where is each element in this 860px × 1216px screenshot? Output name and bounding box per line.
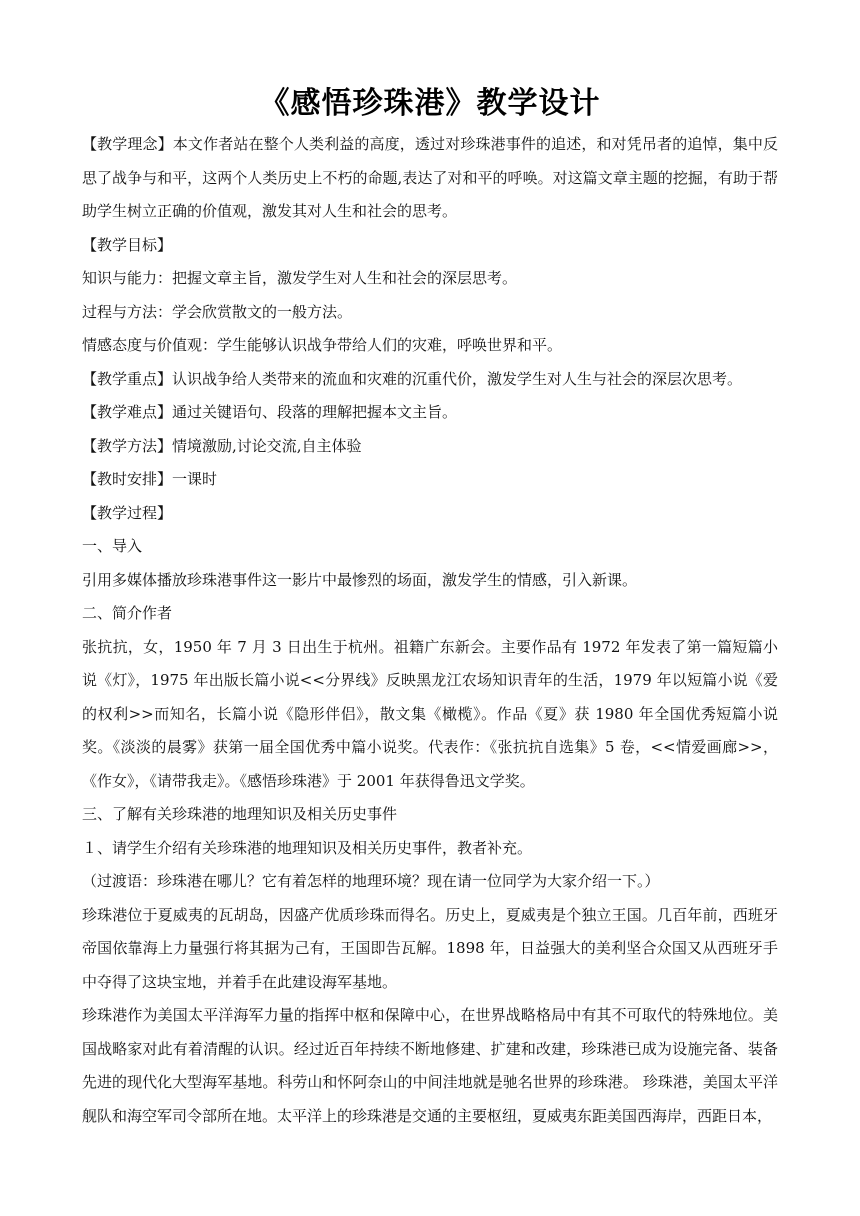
paragraph-teaching-philosophy: 【教学理念】本文作者站在整个人类利益的高度，透过对珍珠港事件的追述，和对凭吊者的追悼，集中反思了战争与和平，这两个人类历史上不朽的命题,表达了对和平的呼唤。对这篇文章主题的挖掘，有助于帮助学生树立正确的价值观，激发其对人生和社会的思考。 [82,135,778,220]
document-title: 《感悟珍珠港》教学设计 [259,86,601,121]
paragraph-task-1: １、请学生介绍有关珍珠港的地理知识及相关历史事件，教者补充。 [82,838,533,857]
paragraph-introduction: 引用多媒体播放珍珠港事件这一影片中最惨烈的场面，激发学生的情感，引入新课。 [82,570,638,589]
paragraph-pearl-harbor-location: 珍珠港位于夏威夷的瓦胡岛，因盛产优质珍珠而得名。历史上，夏威夷是个独立王国。几百年前，西班牙帝国依靠海上力量强行将其据为己有，王国即告瓦解。1898 年，日益强大的美利坚合众国又从西班牙手中夺得了这块宝地，并着手在此建设海军基地。 [82,905,778,991]
section-heading-introduction: 一、导入 [82,537,143,555]
paragraph-difficult-points: 【教学难点】通过关键语句、段落的理解把握本文主旨。 [82,403,458,421]
heading-teaching-goals: 【教学目标】 [82,235,173,254]
paragraph-transition: （过渡语：珍珠港在哪儿？它有着怎样的地理环境？现在请一位同学为大家介绍一下。） [82,872,660,890]
paragraph-teaching-methods: 【教学方法】情境激励,讨论交流,自主体验 [82,436,362,455]
goal-knowledge-ability: 知识与能力：把握文章主旨，激发学生对人生和社会的深层思考。 [82,269,518,287]
goal-process-method: 过程与方法：学会欣赏散文的一般方法。 [82,302,353,321]
goal-emotion-values: 情感态度与价值观：学生能够认识战争带给人们的灾难，呼唤世界和平。 [82,336,563,354]
paragraph-pearl-harbor-strategic: 珍珠港作为美国太平洋海军力量的指挥中枢和保障中心，在世界战略格局中有其不可取代的特殊地位。美国战略家对此有着清醒的认识。经过近百年持续不断地修建、扩建和改建，珍珠港已成为设施完备、装备先进的现代化大型海军基地。科劳山和怀阿奈山的中间洼地就是驰名世界的珍珠港。 珍珠港，美国太平洋舰队和海空军司令部所在地。太平洋上的珍珠港是交通的主要枢纽，夏威夷东距美国西海岸，西距日本， [82,1006,778,1125]
paragraph-key-points: 【教学重点】认识战争给人类带来的流血和灾难的沉重代价，激发学生对人生与社会的深层次思考。 [82,369,743,388]
paragraph-class-schedule: 【教时安排】一课时 [82,470,218,488]
section-heading-author: 二、简介作者 [82,604,173,622]
document-body [82,128,778,1133]
section-heading-geography-history: 三、了解有关珍珠港的地理知识及相关历史事件 [82,805,398,823]
heading-teaching-process: 【教学过程】 [82,503,173,522]
paragraph-author-bio: 张抗抗，女，1950 年 7 月 3 日出生于杭州。祖籍广东新会。主要作品有 1972 年发表了第一篇短篇小说《灯》，1975 年出版长篇小说<<分界线》反映黑龙江农场知识青年的生活，1979 年以短篇小说《爱的权利>>而知名，长篇小说《隐形伴侣》，散文集《橄榄》。作品《夏》获 1980 年全国优秀短篇小说奖。《淡淡的晨雾》获第一届全国优秀中篇小说奖。代表作：《张抗抗自选集》5 卷，<<情爱画廊>>，《作女》，《请带我走》。《感悟珍珠港》于 2001 年获得鲁迅文学奖。 [82,637,778,790]
